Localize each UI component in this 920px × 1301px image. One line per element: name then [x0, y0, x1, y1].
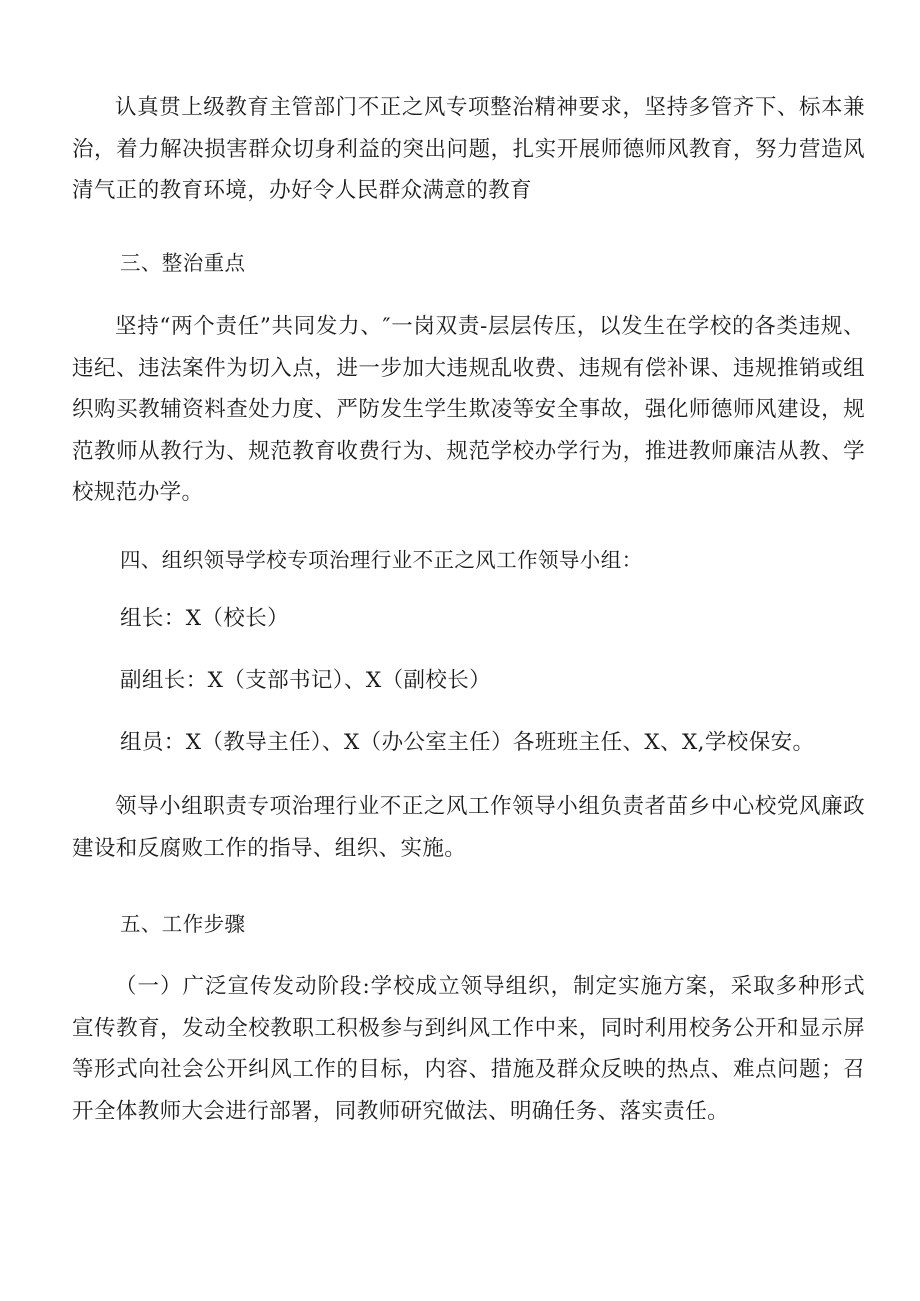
duties-paragraph-text: 领导小组职责专项治理行业不正之风工作领导小组负责者苗乡中心校党风廉政建设和反腐败工作的指导、组织、实施。 — [72, 794, 865, 861]
section-heading-5 — [0, 909, 920, 939]
step1-paragraph-text: （一）广泛宣传发动阶段:学校成立领导组织，制定实施方案，采取多种形式宣传教育，发动全校教职工积极参与到纠风工作中来，同时利用校务公开和显示屏等形式向社会公开纠风工作的目标，内容、措施及群众反映的热点、难点问题；召开全体教师大会进行部署，同教师研究做法、明确任务、落实责任。 — [72, 974, 865, 1124]
duties-paragraph — [0, 786, 920, 869]
section-heading-4 — [0, 545, 920, 575]
section-heading-3-text: 三、整治重点 — [120, 251, 246, 275]
members-line — [0, 728, 920, 758]
members-text: 组员：X（教导主任）、X（办公室主任）各班班主任、X、X,学校保安。 — [120, 730, 815, 755]
leader-text: 组长：X（校长） — [120, 606, 290, 631]
intro-paragraph — [0, 87, 920, 212]
section-heading-5-text: 五、工作步骤 — [120, 912, 246, 936]
deputy-leader-line — [0, 666, 920, 696]
section-heading-3 — [0, 248, 920, 278]
section-heading-4-text: 四、组织领导学校专项治理行业不正之风工作领导小组： — [120, 548, 643, 572]
deputy-leader-text: 副组长：X（支部书记）、X（副校长） — [120, 668, 492, 693]
step1-paragraph — [0, 966, 920, 1132]
focus-paragraph — [0, 306, 920, 514]
intro-paragraph-text: 认真贯上级教育主管部门不正之风专项整治精神要求，坚持多管齐下、标本兼治，着力解决损害群众切身利益的突出问题，扎实开展师德师风教育，努力营造风清气正的教育环境，办好令人民群众满意的教育 — [72, 95, 865, 203]
focus-paragraph-text: 坚持“两个责任”共同发力、″一岗双责-层层传压，以发生在学校的各类违规、违纪、违法案件为切入点，进一步加大违规乱收费、违规有偿补课、违规推销或组织购买教辅资料查处力度、严防发生学生欺凌等安全事故，强化师德师风建设，规范教师从教行为、规范教育收费行为、规范学校办学行为，推进教师廉洁从教、学校规范办学。 — [72, 314, 865, 505]
leader-line — [0, 604, 920, 634]
